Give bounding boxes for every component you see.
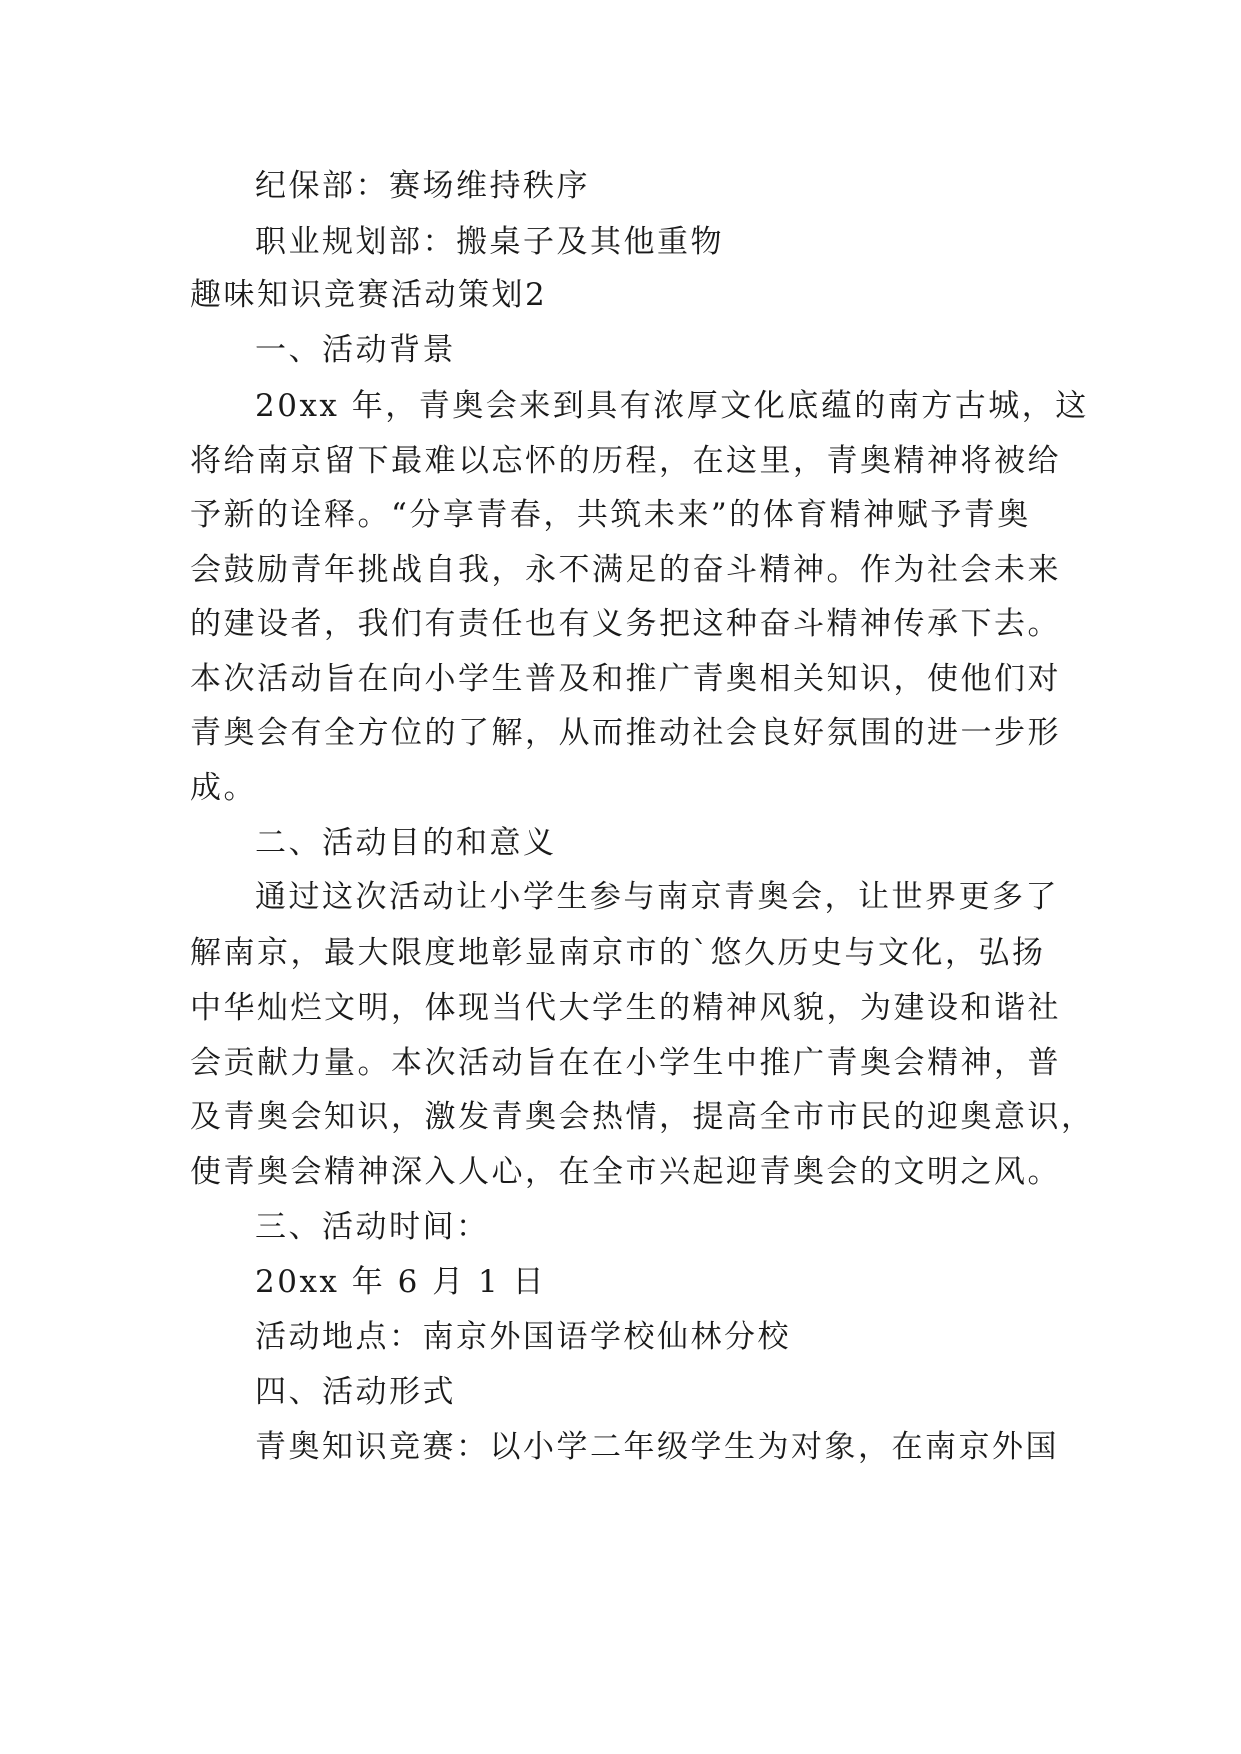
- text-line: 本次活动旨在向小学生普及和推广青奥相关知识，使他们对: [190, 661, 1061, 697]
- text-line: 将给南京留下最难以忘怀的历程，在这里，青奥精神将被给: [190, 443, 1061, 479]
- text-line: 会鼓励青年挑战自我，永不满足的奋斗精神。作为社会未来: [190, 552, 1061, 588]
- text-line: 成。: [190, 770, 257, 806]
- section-title: 趣味知识竞赛活动策划2: [190, 277, 548, 313]
- text-line: 解南京，最大限度地彰显南京市的`悠久历史与文化，弘扬: [190, 935, 1046, 971]
- text-line: 20xx 年，青奥会来到具有浓厚文化底蕴的南方古城，这: [255, 388, 1089, 424]
- text-line: 青奥知识竞赛：以小学二年级学生为对象，在南京外国: [255, 1429, 1059, 1465]
- section-heading: 四、活动形式: [255, 1374, 456, 1410]
- text-line: 使青奥会精神深入人心，在全市兴起迎青奥会的文明之风。: [190, 1154, 1061, 1190]
- text-line: 青奥会有全方位的了解，从而推动社会良好氛围的进一步形: [190, 715, 1061, 751]
- text-line: 职业规划部：搬桌子及其他重物: [255, 224, 724, 260]
- date-line: 20xx 年 6 月 1 日: [255, 1264, 547, 1300]
- section-heading: 一、活动背景: [255, 332, 456, 368]
- text-line: 的建设者，我们有责任也有义务把这种奋斗精神传承下去。: [190, 606, 1061, 642]
- text-line: 会贡献力量。本次活动旨在在小学生中推广青奥会精神，普: [190, 1045, 1061, 1081]
- text-line: 及青奥会知识，激发青奥会热情，提高全市市民的迎奥意识，: [190, 1099, 1095, 1135]
- text-line: 纪保部：赛场维持秩序: [255, 168, 590, 204]
- section-heading: 二、活动目的和意义: [255, 825, 557, 861]
- section-heading: 三、活动时间：: [255, 1209, 490, 1245]
- text-line: 中华灿烂文明，体现当代大学生的精神风貌，为建设和谐社: [190, 990, 1061, 1026]
- text-line: 通过这次活动让小学生参与南京青奥会，让世界更多了: [255, 879, 1059, 915]
- location-line: 活动地点：南京外国语学校仙林分校: [255, 1319, 791, 1355]
- text-line: 予新的诠释。“分享青春，共筑未来”的体育精神赋予青奥: [190, 497, 1031, 533]
